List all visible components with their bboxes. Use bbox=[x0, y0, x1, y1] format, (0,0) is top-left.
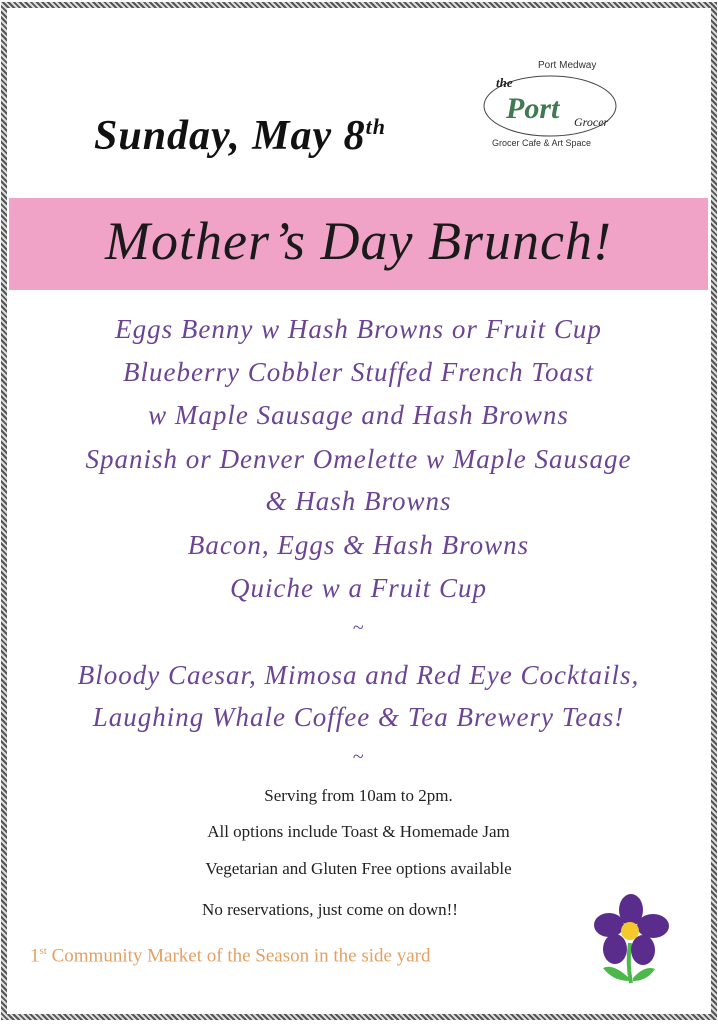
separator: ~ bbox=[352, 746, 365, 768]
logo-name: Port bbox=[506, 92, 560, 125]
market-notice bbox=[30, 945, 430, 967]
drinks-line: Bloody Caesar, Mimosa and Red Eye Cocktails, bbox=[77, 660, 640, 690]
banner-title: Mother’s Day Brunch! bbox=[105, 211, 612, 271]
menu-item: Bacon, Eggs & Hash Browns bbox=[187, 530, 530, 560]
logo-bottom-text: Grocer Cafe & Art Space bbox=[492, 138, 592, 148]
market-ordinal: 1 bbox=[30, 945, 40, 967]
info-line: No reservations, just come on down!! bbox=[202, 900, 458, 919]
logo-the: the bbox=[496, 75, 513, 90]
info-line: Vegetarian and Gluten Free options available bbox=[205, 859, 512, 878]
date-text: Sunday, May 8 bbox=[93, 113, 366, 159]
menu-item: Blueberry Cobbler Stuffed French Toast bbox=[123, 357, 594, 387]
port-grocer-logo bbox=[480, 56, 620, 148]
date-suffix: th bbox=[365, 114, 386, 139]
logo-sub: Grocer bbox=[574, 115, 609, 129]
menu-item: & Hash Browns bbox=[265, 486, 452, 516]
info-line: All options include Toast & Homemade Jam bbox=[207, 822, 510, 841]
market-suffix: st bbox=[39, 945, 47, 957]
menu-item: w Maple Sausage and Hash Browns bbox=[148, 400, 569, 430]
info-line: Serving from 10am to 2pm. bbox=[264, 786, 453, 805]
menu-item: Eggs Benny w Hash Browns or Fruit Cup bbox=[115, 314, 602, 344]
drinks-line: Laughing Whale Coffee & Tea Brewery Teas! bbox=[92, 702, 625, 732]
event-date bbox=[30, 112, 450, 160]
market-text: Community Market of the Season in the side yard bbox=[46, 945, 431, 967]
menu-item: Spanish or Denver Omelette w Maple Sausage bbox=[85, 444, 632, 474]
logo-top-text: Port Medway bbox=[538, 60, 597, 71]
flower-icon bbox=[593, 893, 673, 988]
menu-item: Quiche w a Fruit Cup bbox=[230, 573, 487, 603]
separator: ~ bbox=[352, 617, 365, 639]
